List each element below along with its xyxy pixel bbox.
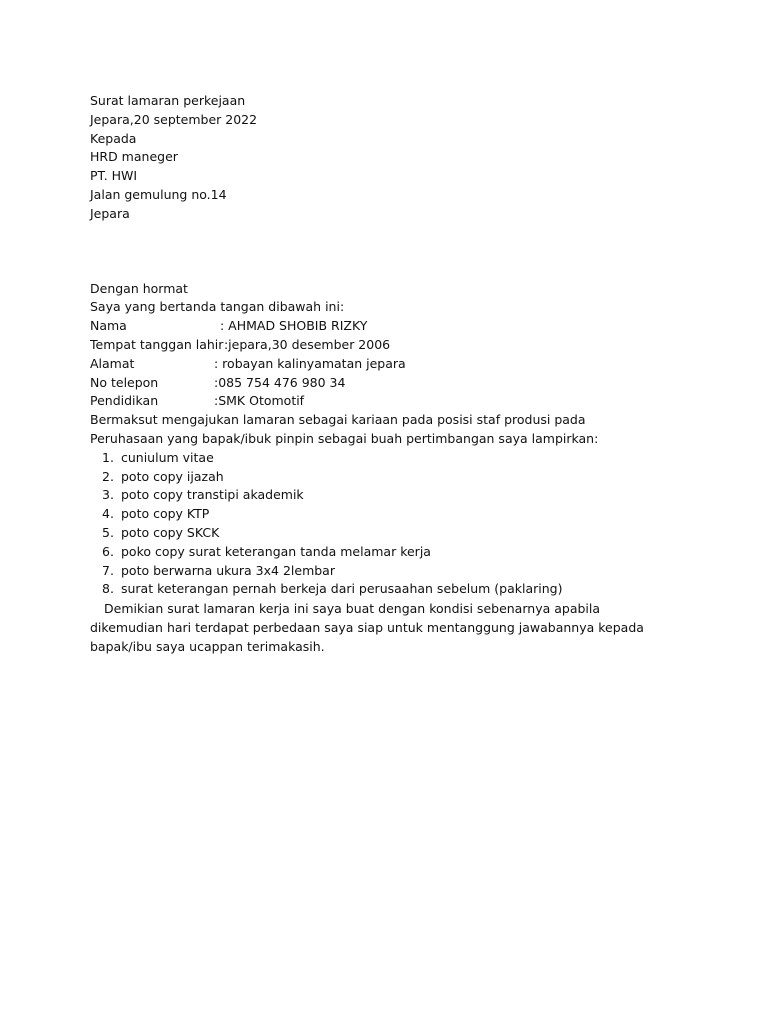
city: Jepara xyxy=(90,205,130,221)
list-item: 8. surat keterangan pernah berkeja dari perusaahan sebelum (paklaring) xyxy=(102,581,563,597)
list-item: 6. poko copy surat keterangan tanda melamar kerja xyxy=(102,543,431,559)
field-pendidikan xyxy=(90,392,670,411)
field-label: Pendidikan xyxy=(90,393,159,409)
field-label: Alamat xyxy=(90,355,135,371)
closing-paragraph xyxy=(90,599,650,656)
greeting: Dengan hormat xyxy=(90,280,188,296)
street-address: Jalan gemulung no.14 xyxy=(90,186,227,202)
field-alamat xyxy=(90,355,670,374)
list-item: 2. poto copy ijazah xyxy=(102,468,224,484)
letter-subject: Surat lamaran perkejaan xyxy=(90,93,246,108)
list-item: 4. poto copy KTP xyxy=(102,506,210,522)
closing-text: Demikian surat lamaran kerja ini saya buat dengan kondisi sebenarnya apabila dikemudian hari terdapat perbedaan saya siap untuk mentanggung jawabannya kepada bapak/ibu saya ucappan terimakasih. xyxy=(90,601,644,655)
company-name: PT. HWI xyxy=(90,168,138,184)
purpose-line-1: Bermaksut mengajukan lamaran sebagai kariaan pada posisi staf produsi pada xyxy=(90,412,586,428)
field-value: :085 754 476 980 34 xyxy=(214,374,346,390)
list-item: 7. poto berwarna ukura 3x4 2lembar xyxy=(102,562,335,578)
field-label: Nama xyxy=(90,318,127,334)
list-item: 5. poto copy SKCK xyxy=(102,524,220,540)
recipient-title: HRD maneger xyxy=(90,149,178,165)
list-item: 3. poto copy transtipi akademik xyxy=(102,487,304,503)
intro-line: Saya yang bertanda tangan dibawah ini: xyxy=(90,299,345,315)
to-label: Kepada xyxy=(90,130,137,146)
field-value: :SMK Otomotif xyxy=(214,393,305,409)
letter-page xyxy=(90,92,670,656)
place-date: Jepara,20 september 2022 xyxy=(90,111,258,127)
field-value: : AHMAD SHOBIB RIZKY xyxy=(216,318,368,334)
field-no-telepon xyxy=(90,374,670,393)
purpose-line-2: Peruhasaan yang bapak/ibuk pinpin sebagai buah pertimbangan saya lampirkan: xyxy=(90,430,599,446)
field-value: : robayan kalinyamatan jepara xyxy=(214,355,406,371)
list-item: 1. cuniulum vitae xyxy=(102,449,214,465)
field-tempat-tanggal-lahir xyxy=(90,336,670,355)
spacer xyxy=(90,224,670,280)
field-nama xyxy=(90,317,670,336)
field-label: Tempat tanggan lahir xyxy=(90,336,224,352)
field-value: :jepara,30 desember 2006 xyxy=(216,336,391,352)
field-label: No telepon xyxy=(90,374,159,390)
attachment-list xyxy=(90,449,670,599)
